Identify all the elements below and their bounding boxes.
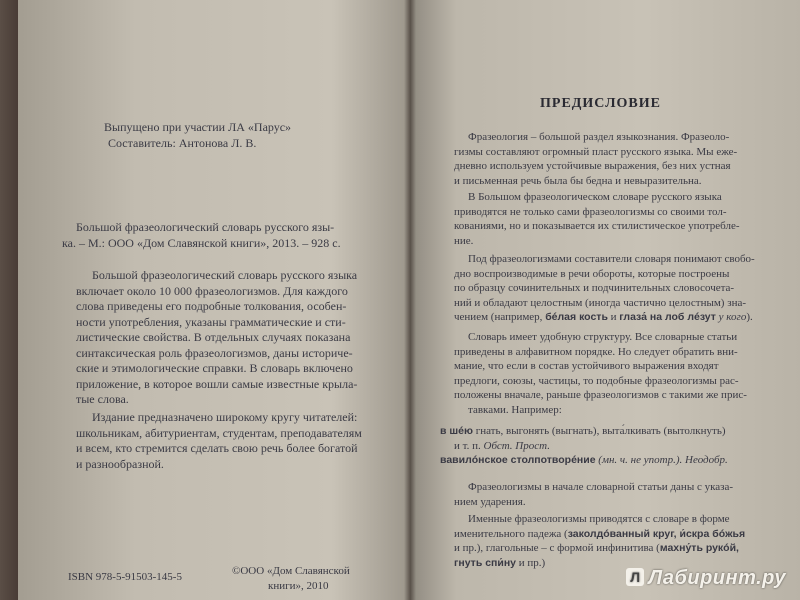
paragraph-1 bbox=[454, 130, 794, 188]
text-line: Под фразеологизмами составители словаря понимают свобо- bbox=[468, 253, 755, 265]
text-run: и bbox=[607, 311, 620, 323]
annotation-line: приложение, в которое вошли самые известные крыла- bbox=[76, 376, 358, 391]
bibliographic-line-2: ка. – М.: ООО «Дом Славянской книги», 2013. – 928 с. bbox=[62, 236, 341, 250]
text-run: гнать, выгонять (выгнать), выта́лкивать (вытолкнуть) bbox=[472, 425, 726, 437]
credits-line-1: Выпущено при участии ЛА «Парус» bbox=[104, 120, 292, 134]
text-line: В Большом фразеологическом словаре русского языка bbox=[468, 191, 722, 203]
annotation bbox=[76, 268, 402, 408]
example-phrase: заколдóванный круг, и́скра бóжья bbox=[567, 527, 746, 540]
paragraph-2 bbox=[454, 190, 794, 248]
text-run: именительного падежа ( bbox=[454, 527, 568, 540]
text-line: приведены в алфавитном порядке. Но следует обратить вни- bbox=[454, 345, 738, 358]
text-line: гизмы составляют огромный пласт русского языка. Мы еже- bbox=[454, 145, 738, 158]
style-label: Обст. Прост. bbox=[483, 439, 550, 452]
example-entry-cont bbox=[440, 439, 800, 454]
page-title: ПРЕДИСЛОВИЕ bbox=[540, 96, 661, 111]
text-line: приводятся не только сами фразеологизмы со своими тол- bbox=[454, 205, 727, 218]
text-line: мание, что если в состав устойчивого выражения входят bbox=[454, 360, 719, 372]
text-run: у кого bbox=[715, 311, 747, 323]
credits-line-2: Составитель: Антонова Л. В. bbox=[108, 136, 257, 150]
audience-line: и разнообразной. bbox=[76, 456, 164, 471]
text-line: Фразеологизмы в начале словарной статьи даны с указа- bbox=[468, 481, 734, 493]
annotation-line: листические свойства. В отдельных случаях показана bbox=[76, 330, 351, 344]
text-line: Именные фразеологизмы приводятся с словаре в форме bbox=[468, 513, 730, 525]
text-line: и письменная речь была бы бедна и невыразительна. bbox=[454, 174, 702, 187]
audience-note bbox=[76, 410, 402, 472]
left-page bbox=[18, 0, 410, 600]
bibliographic-line-1: Большой фразеологический словарь русского язы- bbox=[76, 220, 335, 234]
paragraph-6 bbox=[454, 512, 794, 570]
entry-headword: вавилóнское столпотворéние bbox=[440, 454, 596, 466]
text-line: ние. bbox=[454, 234, 474, 247]
text-line: нием ударения. bbox=[454, 495, 526, 508]
right-page bbox=[410, 0, 800, 600]
text-run: чением (например, bbox=[454, 311, 546, 323]
example-entries bbox=[440, 424, 800, 468]
annotation-line: синтаксическая роль фразеологизмов, даны историче- bbox=[76, 345, 353, 360]
text-line: Фразеология – большой раздел языкознания. Фразеоло- bbox=[468, 131, 730, 143]
annotation-line: слова приведены его подробные толкования, особен- bbox=[76, 299, 347, 313]
watermark-text: Лабиринт.ру bbox=[648, 567, 786, 589]
text-line bbox=[454, 310, 794, 325]
copyright-line-2: книги», 2010 bbox=[268, 580, 329, 592]
book-spine bbox=[404, 0, 416, 600]
annotation-line: ности употребления, указаны грамматические и сти- bbox=[76, 314, 346, 329]
entry-headword: в шéю bbox=[440, 425, 473, 437]
text-line: ний и обладают целостным (иногда частично целостным) зна- bbox=[454, 296, 746, 309]
text-run: и пр.), глагольные – с формой инфинитива ( bbox=[454, 542, 660, 554]
style-label: (мн. ч. не употр.). Неодобр. bbox=[595, 454, 728, 466]
text-line: кованиями, но и показывается их стилистическое употребле- bbox=[454, 220, 740, 232]
isbn: ISBN 978-5-91503-145-5 bbox=[68, 571, 182, 583]
text-run: ). bbox=[746, 311, 753, 323]
annotation-line: тые слова. bbox=[76, 392, 129, 406]
text-line: положены вначале, раньше фразеологизмов с такими же прис- bbox=[454, 389, 747, 401]
text-run: и т. п. bbox=[454, 439, 484, 452]
text-line: Словарь имеет удобную структуру. Все словарные статьи bbox=[468, 331, 738, 343]
audience-line: и всем, кто стремится сделать свою речь более богатой bbox=[76, 441, 358, 455]
text-line: тавками. Например: bbox=[468, 403, 562, 416]
labirint-logo-icon: Л bbox=[626, 568, 644, 586]
audience-line: школьникам, абитуриентам, студентам, преподавателям bbox=[76, 425, 362, 440]
watermark-logo bbox=[626, 567, 786, 590]
example-phrase: бéлая кость bbox=[545, 311, 608, 323]
text-line: предлоги, союзы, частицы, то подобные фразеологизмы рас- bbox=[454, 374, 739, 387]
example-entry bbox=[440, 453, 800, 468]
example-phrase: гнуть спи́ну bbox=[454, 556, 517, 569]
annotation-line: включает около 10 000 фразеологизмов. Для каждого bbox=[76, 283, 348, 298]
audience-line: Издание предназначено широкому кругу читателей: bbox=[92, 410, 358, 424]
paragraph-4 bbox=[454, 330, 794, 417]
text-line: дно воспроизводимые в речи обороты, которые построены bbox=[454, 267, 730, 280]
text-line bbox=[454, 527, 794, 542]
text-line bbox=[454, 541, 794, 556]
annotation-line: Большой фразеологический словарь русского языка bbox=[92, 268, 358, 282]
annotation-line: ские и этимологические справки. В словарь включено bbox=[76, 361, 353, 375]
text-line: дневно используем устойчивые выражения, без них устная bbox=[454, 160, 731, 172]
text-run: и пр.) bbox=[516, 556, 546, 569]
example-entry bbox=[440, 424, 800, 439]
text-line: по образцу сочинительных и подчинительных словосочета- bbox=[454, 282, 735, 294]
example-phrase: глаза́ на лоб лéзут bbox=[619, 311, 716, 323]
copyright-line-1: ©ООО «Дом Славянской bbox=[232, 565, 350, 577]
example-phrase: махну́ть рукóй, bbox=[659, 542, 739, 554]
paragraph-5 bbox=[454, 480, 794, 509]
paragraph-3 bbox=[454, 252, 794, 325]
